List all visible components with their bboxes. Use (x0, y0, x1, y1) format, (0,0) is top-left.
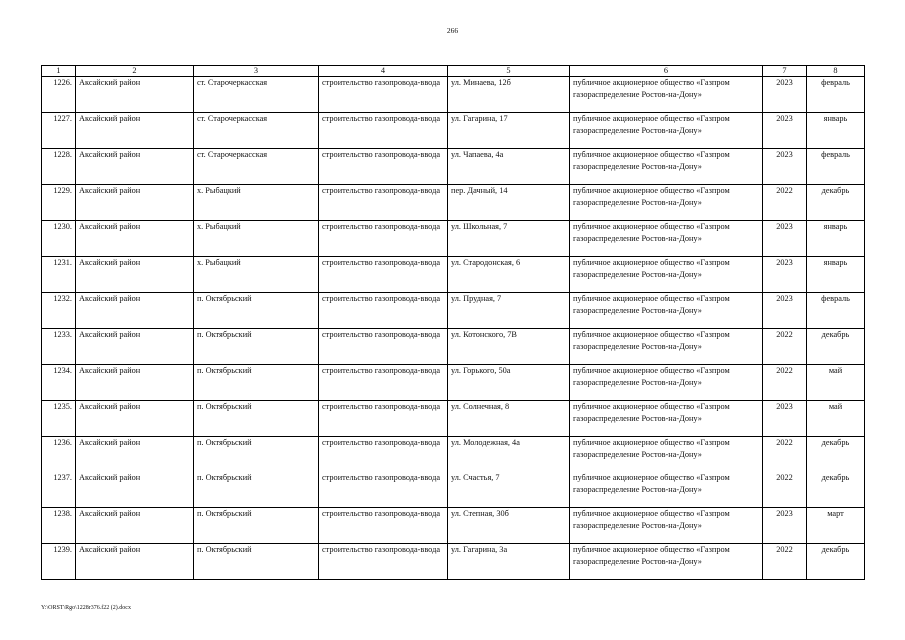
locality-cell: п. Октябрьский (194, 437, 319, 473)
address-cell: ул. Счастья, 7 (448, 472, 570, 508)
work-type-cell: строительство газопровода-ввода (319, 77, 448, 113)
locality-cell: х. Рыбацкий (194, 185, 319, 221)
table-row (42, 257, 865, 293)
table-row (42, 77, 865, 113)
month-cell: февраль (807, 77, 865, 113)
work-type-cell: строительство газопровода-ввода (319, 508, 448, 544)
table-row (42, 472, 865, 508)
year-cell: 2023 (763, 401, 807, 437)
month-cell: декабрь (807, 437, 865, 473)
district-cell: Аксайский район (76, 77, 194, 113)
column-header: 7 (763, 66, 807, 77)
locality-cell: ст. Старочеркасская (194, 113, 319, 149)
address-cell: ул. Солнечная, 8 (448, 401, 570, 437)
file-path-footer: Y:\ORST\Rgo\1228r376.f22 (2).docx (41, 605, 131, 611)
company-cell: публичное акционерное общество «Газпром газораспределение Ростов-на-Дону» (570, 113, 763, 149)
row-number: 1239. (42, 544, 76, 580)
work-type-cell: строительство газопровода-ввода (319, 149, 448, 185)
month-cell: февраль (807, 293, 865, 329)
locality-cell: ст. Старочеркасская (194, 77, 319, 113)
company-cell: публичное акционерное общество «Газпром газораспределение Ростов-на-Дону» (570, 401, 763, 437)
district-cell: Аксайский район (76, 293, 194, 329)
district-cell: Аксайский район (76, 221, 194, 257)
year-cell: 2022 (763, 544, 807, 580)
district-cell: Аксайский район (76, 508, 194, 544)
address-cell: ул. Школьная, 7 (448, 221, 570, 257)
company-cell: публичное акционерное общество «Газпром газораспределение Ростов-на-Дону» (570, 508, 763, 544)
work-type-cell: строительство газопровода-ввода (319, 544, 448, 580)
header-row (42, 66, 865, 77)
locality-cell: п. Октябрьский (194, 401, 319, 437)
locality-cell: х. Рыбацкий (194, 221, 319, 257)
locality-cell: п. Октябрьский (194, 329, 319, 365)
address-cell: ул. Минаева, 12б (448, 77, 570, 113)
address-cell: пер. Дачный, 14 (448, 185, 570, 221)
row-number: 1236. (42, 437, 76, 473)
year-cell: 2023 (763, 149, 807, 185)
row-number: 1232. (42, 293, 76, 329)
table-row (42, 113, 865, 149)
company-cell: публичное акционерное общество «Газпром газораспределение Ростов-на-Дону» (570, 293, 763, 329)
row-number: 1230. (42, 221, 76, 257)
company-cell: публичное акционерное общество «Газпром газораспределение Ростов-на-Дону» (570, 221, 763, 257)
month-cell: январь (807, 221, 865, 257)
district-cell: Аксайский район (76, 365, 194, 401)
work-type-cell: строительство газопровода-ввода (319, 365, 448, 401)
district-cell: Аксайский район (76, 257, 194, 293)
month-cell: май (807, 401, 865, 437)
table-row (42, 221, 865, 257)
year-cell: 2023 (763, 257, 807, 293)
month-cell: декабрь (807, 472, 865, 508)
address-cell: ул. Степная, 30б (448, 508, 570, 544)
company-cell: публичное акционерное общество «Газпром газораспределение Ростов-на-Дону» (570, 544, 763, 580)
locality-cell: п. Октябрьский (194, 508, 319, 544)
address-cell: ул. Горького, 50а (448, 365, 570, 401)
month-cell: февраль (807, 149, 865, 185)
year-cell: 2022 (763, 185, 807, 221)
work-type-cell: строительство газопровода-ввода (319, 472, 448, 508)
locality-cell: х. Рыбацкий (194, 257, 319, 293)
row-number: 1238. (42, 508, 76, 544)
page-number: 266 (446, 26, 459, 35)
district-cell: Аксайский район (76, 149, 194, 185)
year-cell: 2023 (763, 113, 807, 149)
column-header: 4 (319, 66, 448, 77)
column-header: 2 (76, 66, 194, 77)
month-cell: март (807, 508, 865, 544)
table-row (42, 293, 865, 329)
address-cell: ул. Молодежная, 4а (448, 437, 570, 473)
work-type-cell: строительство газопровода-ввода (319, 185, 448, 221)
month-cell: декабрь (807, 329, 865, 365)
district-cell: Аксайский район (76, 401, 194, 437)
table-row (42, 508, 865, 544)
address-cell: ул. Чапаева, 4а (448, 149, 570, 185)
address-cell: ул. Прудная, 7 (448, 293, 570, 329)
district-cell: Аксайский район (76, 437, 194, 473)
row-number: 1233. (42, 329, 76, 365)
address-cell: ул. Гагарина, 17 (448, 113, 570, 149)
year-cell: 2022 (763, 365, 807, 401)
company-cell: публичное акционерное общество «Газпром газораспределение Ростов-на-Дону» (570, 329, 763, 365)
row-number: 1237. (42, 472, 76, 508)
year-cell: 2023 (763, 508, 807, 544)
work-type-cell: строительство газопровода-ввода (319, 401, 448, 437)
locality-cell: п. Октябрьский (194, 544, 319, 580)
month-cell: январь (807, 113, 865, 149)
table-row (42, 185, 865, 221)
district-cell: Аксайский район (76, 113, 194, 149)
row-number: 1235. (42, 401, 76, 437)
locality-cell: п. Октябрьский (194, 365, 319, 401)
work-type-cell: строительство газопровода-ввода (319, 293, 448, 329)
company-cell: публичное акционерное общество «Газпром газораспределение Ростов-на-Дону» (570, 149, 763, 185)
row-number: 1226. (42, 77, 76, 113)
work-type-cell: строительство газопровода-ввода (319, 113, 448, 149)
company-cell: публичное акционерное общество «Газпром газораспределение Ростов-на-Дону» (570, 185, 763, 221)
year-cell: 2022 (763, 437, 807, 473)
column-header: 8 (807, 66, 865, 77)
month-cell: январь (807, 257, 865, 293)
year-cell: 2023 (763, 77, 807, 113)
row-number: 1227. (42, 113, 76, 149)
month-cell: декабрь (807, 185, 865, 221)
column-header: 6 (570, 66, 763, 77)
company-cell: публичное акционерное общество «Газпром газораспределение Ростов-на-Дону» (570, 437, 763, 473)
table-row (42, 329, 865, 365)
table-row (42, 544, 865, 580)
district-cell: Аксайский район (76, 329, 194, 365)
year-cell: 2023 (763, 221, 807, 257)
column-header: 3 (194, 66, 319, 77)
gas-pipeline-table (41, 65, 865, 580)
company-cell: публичное акционерное общество «Газпром газораспределение Ростов-на-Дону» (570, 77, 763, 113)
work-type-cell: строительство газопровода-ввода (319, 437, 448, 473)
address-cell: ул. Гагарина, 3а (448, 544, 570, 580)
company-cell: публичное акционерное общество «Газпром газораспределение Ростов-на-Дону» (570, 365, 763, 401)
year-cell: 2023 (763, 293, 807, 329)
district-cell: Аксайский район (76, 472, 194, 508)
year-cell: 2022 (763, 472, 807, 508)
work-type-cell: строительство газопровода-ввода (319, 221, 448, 257)
month-cell: май (807, 365, 865, 401)
column-header: 1 (42, 66, 76, 77)
row-number: 1231. (42, 257, 76, 293)
district-cell: Аксайский район (76, 185, 194, 221)
company-cell: публичное акционерное общество «Газпром газораспределение Ростов-на-Дону» (570, 257, 763, 293)
row-number: 1229. (42, 185, 76, 221)
locality-cell: ст. Старочеркасская (194, 149, 319, 185)
row-number: 1234. (42, 365, 76, 401)
table-row (42, 401, 865, 437)
work-type-cell: строительство газопровода-ввода (319, 257, 448, 293)
month-cell: декабрь (807, 544, 865, 580)
work-type-cell: строительство газопровода-ввода (319, 329, 448, 365)
table-row (42, 437, 865, 473)
company-cell: публичное акционерное общество «Газпром газораспределение Ростов-на-Дону» (570, 472, 763, 508)
table-row (42, 149, 865, 185)
year-cell: 2022 (763, 329, 807, 365)
locality-cell: п. Октябрьский (194, 472, 319, 508)
locality-cell: п. Октябрьский (194, 293, 319, 329)
address-cell: ул. Котонского, 7В (448, 329, 570, 365)
row-number: 1228. (42, 149, 76, 185)
address-cell: ул. Стародонская, 6 (448, 257, 570, 293)
column-header: 5 (448, 66, 570, 77)
district-cell: Аксайский район (76, 544, 194, 580)
table-row (42, 365, 865, 401)
